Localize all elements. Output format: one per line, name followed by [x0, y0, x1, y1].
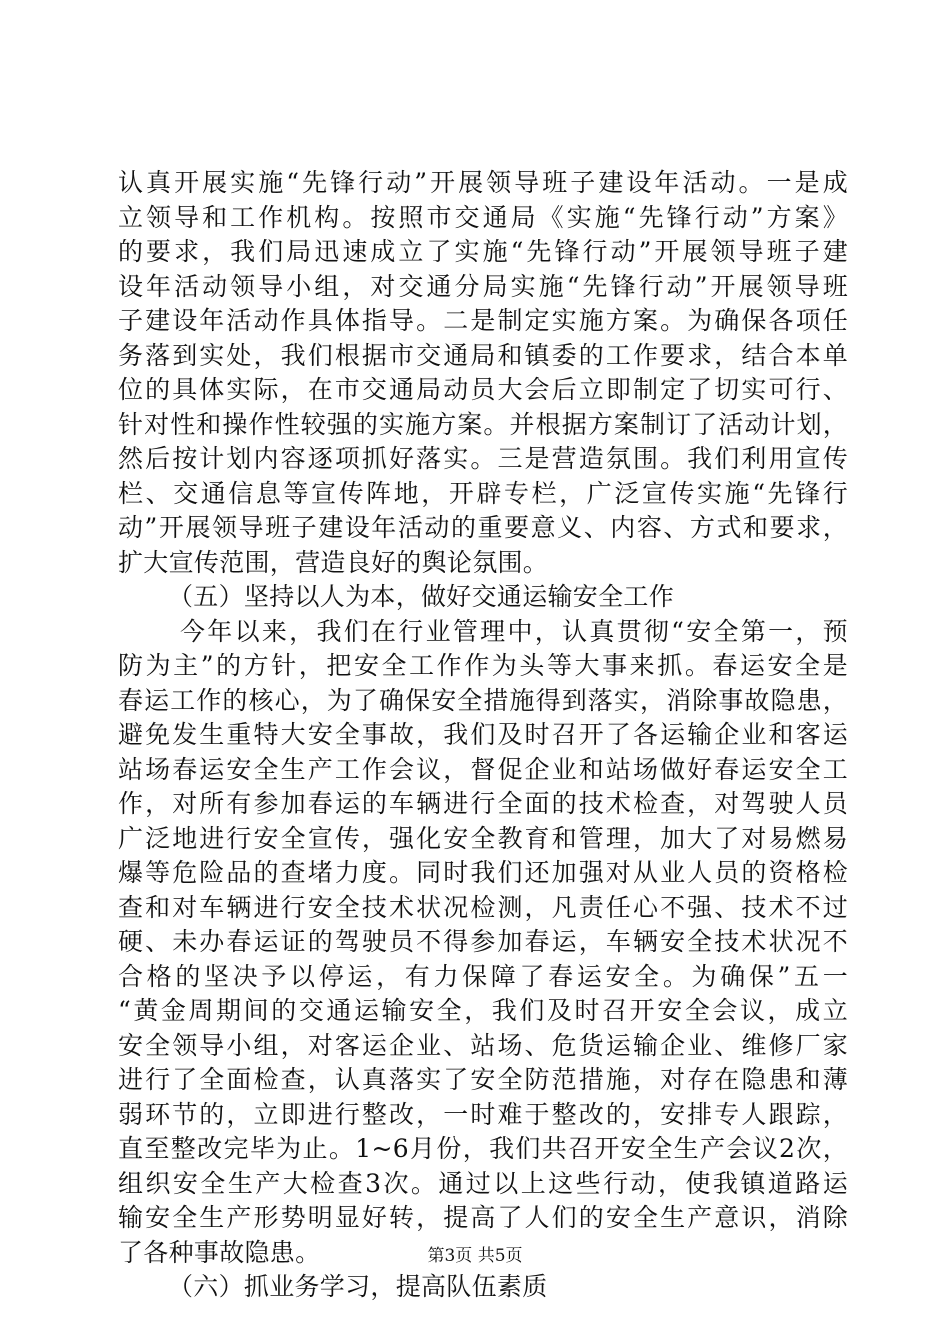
paragraph-line: 栏、交通信息等宣传阵地，开辟专栏，广泛宣传实施“先锋行 [118, 478, 848, 508]
paragraph-line: 子建设年活动作具体指导。二是制定实施方案。为确保各项任 [118, 306, 848, 335]
paragraph-line: 查和对车辆进行安全技术状况检测，凡责任心不强、技术不过 [118, 892, 848, 922]
paragraph-line: 针对性和操作性较强的实施方案。并根据方案制订了活动计划， [118, 409, 848, 439]
paragraph-line: 立领导和工作机构。按照市交通局《实施“先锋行动”方案》 [118, 202, 848, 232]
paragraph-line: 安全领导小组，对客运企业、站场、危货运输企业、维修厂家 [118, 1030, 848, 1060]
paragraph-line: 扩大宣传范围，营造良好的舆论氛围。 [118, 547, 549, 577]
paragraph-line: 广泛地进行安全宣传，强化安全教育和管理，加大了对易燃易 [118, 823, 848, 853]
paragraph-line: 硬、未办春运证的驾驶员不得参加春运，车辆安全技术状况不 [118, 927, 848, 956]
paragraph-line: 组织安全生产大检查3次。通过以上这些行动，使我镇道路运 [118, 1168, 848, 1198]
paragraph-line: 了各种事故隐患。 [118, 1237, 321, 1267]
paragraph-line: 作，对所有参加春运的车辆进行全面的技术检查，对驾驶人员 [118, 789, 848, 818]
paragraph-line: 的要求，我们局迅速成立了实施“先锋行动”开展领导班子建 [118, 237, 848, 266]
paragraph-line: 避免发生重特大安全事故，我们及时召开了各运输企业和客运 [118, 720, 848, 749]
paragraph-line: 设年活动领导小组，对交通分局实施“先锋行动”开展领导班 [118, 271, 848, 301]
paragraph-line: 合格的坚决予以停运，有力保障了春运安全。为确保”五一 [118, 961, 848, 991]
paragraph-line: 爆等危险品的查堵力度。同时我们还加强对从业人员的资格检 [118, 858, 848, 887]
paragraph-line: 位的具体实际，在市交通局动员大会后立即制定了切实可行、 [118, 375, 848, 404]
paragraph-line: 动”开展领导班子建设年活动的重要意义、内容、方式和要求， [118, 513, 848, 542]
paragraph-line: 认真开展实施“先锋行动”开展领导班子建设年活动。一是成 [118, 168, 848, 197]
paragraph-line: 进行了全面检查，认真落实了安全防范措施，对存在隐患和薄 [118, 1065, 848, 1094]
section-heading: （六）抓业务学习，提高队伍素质 [168, 1272, 548, 1301]
document-body [118, 166, 848, 1305]
paragraph-line: 输安全生产形势明显好转，提高了人们的安全生产意识，消除 [118, 1203, 848, 1232]
paragraph-line: 然后按计划内容逐项抓好落实。三是营造氛围。我们利用宣传 [118, 444, 848, 473]
paragraph-line: 防为主”的方针，把安全工作作为头等大事来抓。春运安全是 [118, 651, 848, 680]
paragraph-line: 今年以来，我们在行业管理中，认真贯彻“安全第一，预 [180, 616, 848, 646]
paragraph-line: 春运工作的核心，为了确保安全措施得到落实，消除事故隐患， [118, 685, 848, 715]
paragraph-line: 直至整改完毕为止。1~6月份，我们共召开安全生产会议2次， [118, 1134, 848, 1163]
page-number-footer: 第3页 共5页 [427, 1246, 523, 1266]
paragraph-line: 弱环节的，立即进行整改，一时难于整改的，安排专人跟踪， [118, 1099, 848, 1129]
paragraph-line: 站场春运安全生产工作会议，督促企业和站场做好春运安全工 [118, 754, 848, 784]
section-heading: （五）坚持以人为本，做好交通运输安全工作 [168, 582, 675, 611]
paragraph-line: “黄金周期间的交通运输安全，我们及时召开安全会议，成立 [118, 996, 848, 1025]
paragraph-line: 务落到实处，我们根据市交通局和镇委的工作要求，结合本单 [118, 340, 848, 370]
